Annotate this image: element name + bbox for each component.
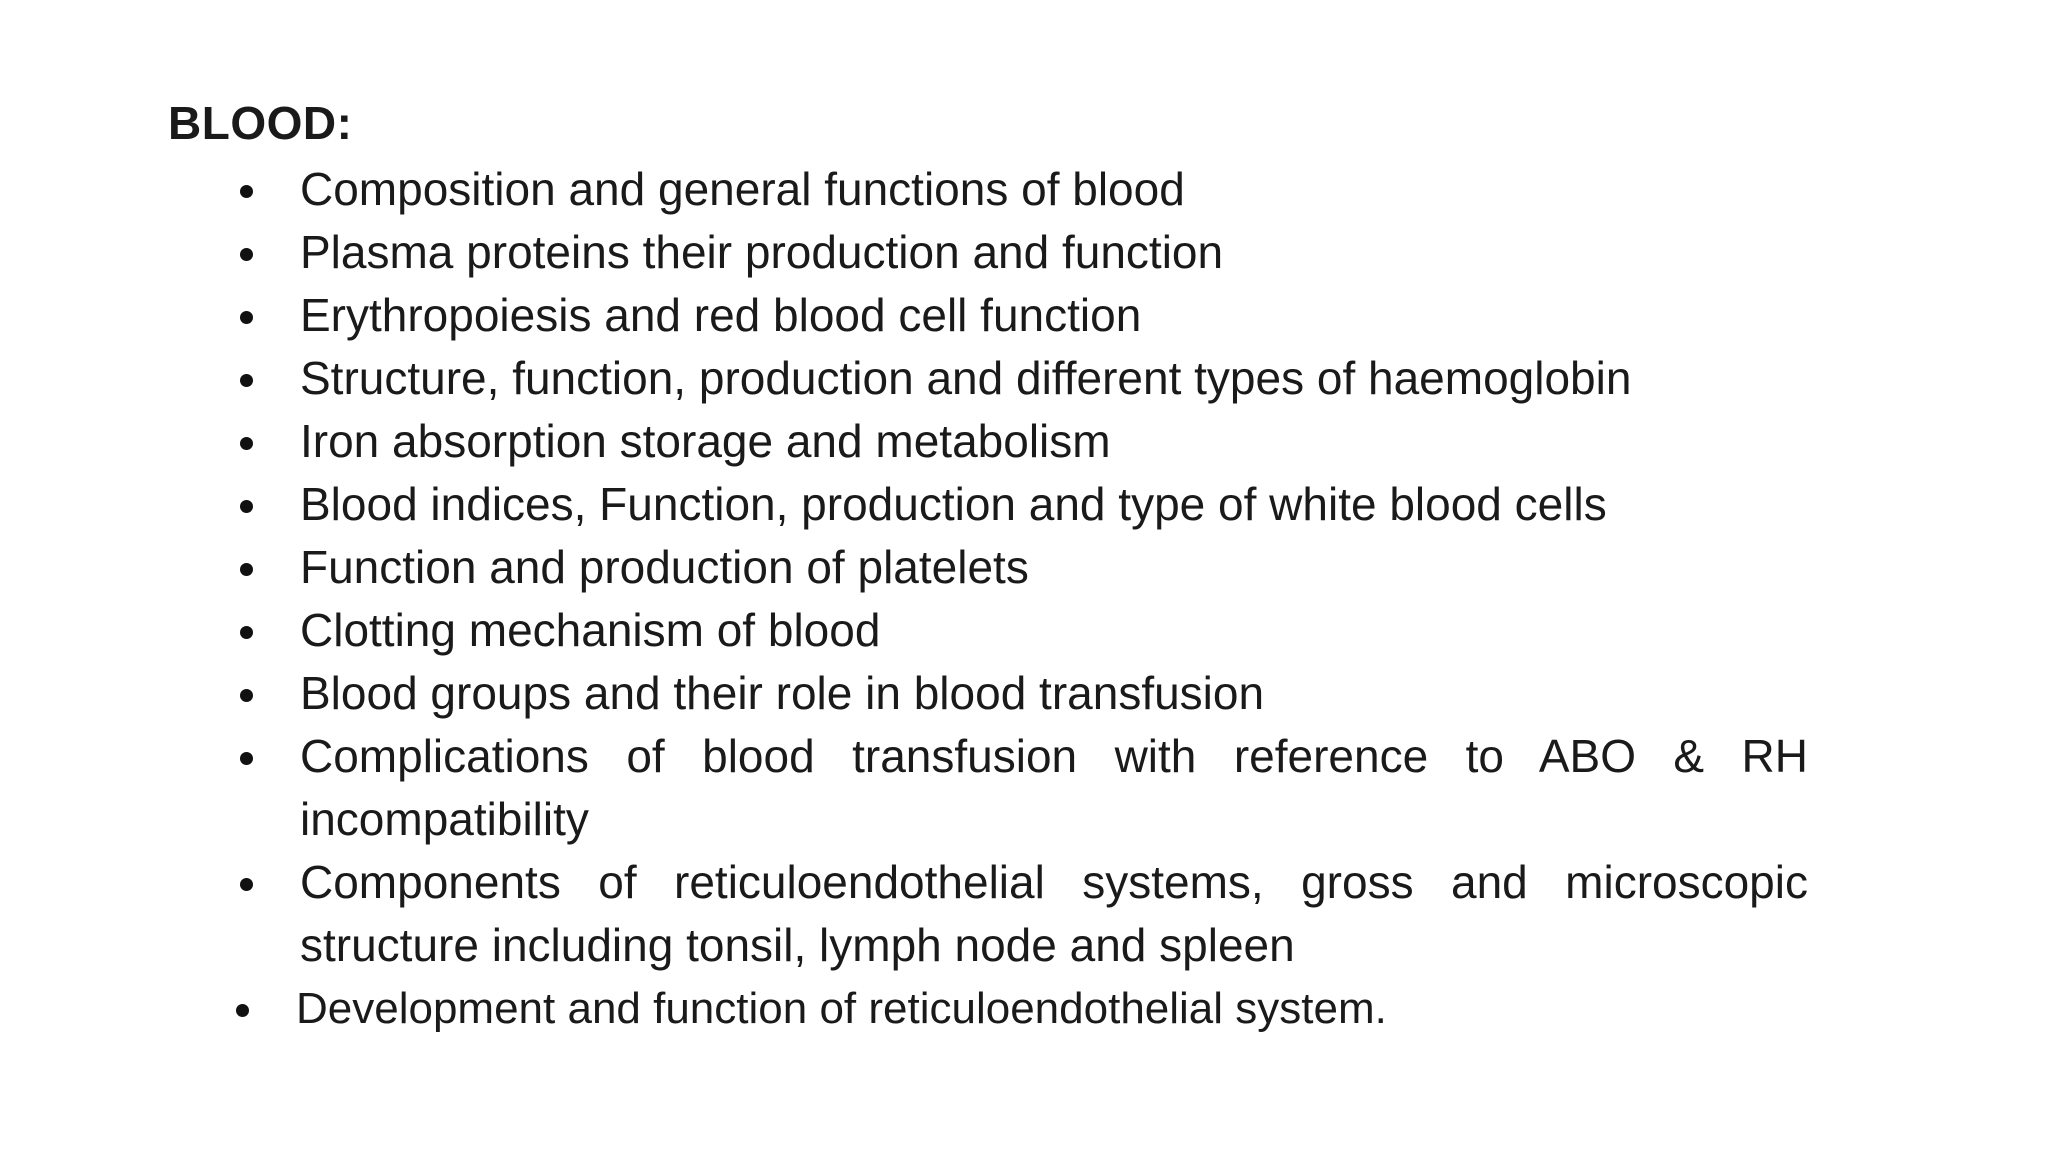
list-item <box>228 284 1808 347</box>
list-item-text: Clotting mechanism of blood <box>300 604 881 656</box>
bullet-icon <box>240 374 253 387</box>
list-item-text: Plasma proteins their production and function <box>300 226 1224 278</box>
list-item-text: Iron absorption storage and metabolism <box>300 415 1111 467</box>
list-item-text: Development and function of reticuloendothelial system. <box>296 984 1387 1033</box>
bullet-icon <box>240 563 253 576</box>
list-item <box>228 158 1808 221</box>
list-item-text: Structure, function, production and different types of haemoglobin <box>300 352 1632 404</box>
list-item-text: Blood indices, Function, production and type of white blood cells <box>300 478 1607 530</box>
list-item <box>228 725 1808 851</box>
list-item <box>228 662 1808 725</box>
list-item <box>228 473 1808 536</box>
list-item <box>228 851 1808 977</box>
bullet-icon <box>240 500 253 513</box>
list-item-text: Erythropoiesis and red blood cell function <box>300 289 1142 341</box>
bullet-icon <box>240 437 253 450</box>
list-item-text: Components of reticuloendothelial systems, gross and microscopic structure including tonsil, lymph node and spleen <box>300 856 1808 971</box>
list-item-text: Function and production of platelets <box>300 541 1029 593</box>
list-item <box>228 347 1808 410</box>
bullet-icon <box>240 878 253 891</box>
list-item <box>228 536 1808 599</box>
bullet-icon <box>240 248 253 261</box>
topic-list <box>228 158 1808 1040</box>
bullet-icon <box>240 185 253 198</box>
list-item <box>228 599 1808 662</box>
section-title: BLOOD: <box>168 97 353 149</box>
list-item <box>228 221 1808 284</box>
list-item <box>224 977 1808 1040</box>
list-item-text: Blood groups and their role in blood transfusion <box>300 667 1265 719</box>
list-item-text: Composition and general functions of blood <box>300 163 1185 215</box>
bullet-icon <box>240 752 253 765</box>
list-item <box>228 410 1808 473</box>
bullet-icon <box>240 689 253 702</box>
list-item-text: Complications of blood transfusion with reference to ABO & RH incompatibility <box>300 730 1808 845</box>
bullet-icon <box>236 1004 249 1017</box>
bullet-icon <box>240 626 253 639</box>
bullet-icon <box>240 311 253 324</box>
